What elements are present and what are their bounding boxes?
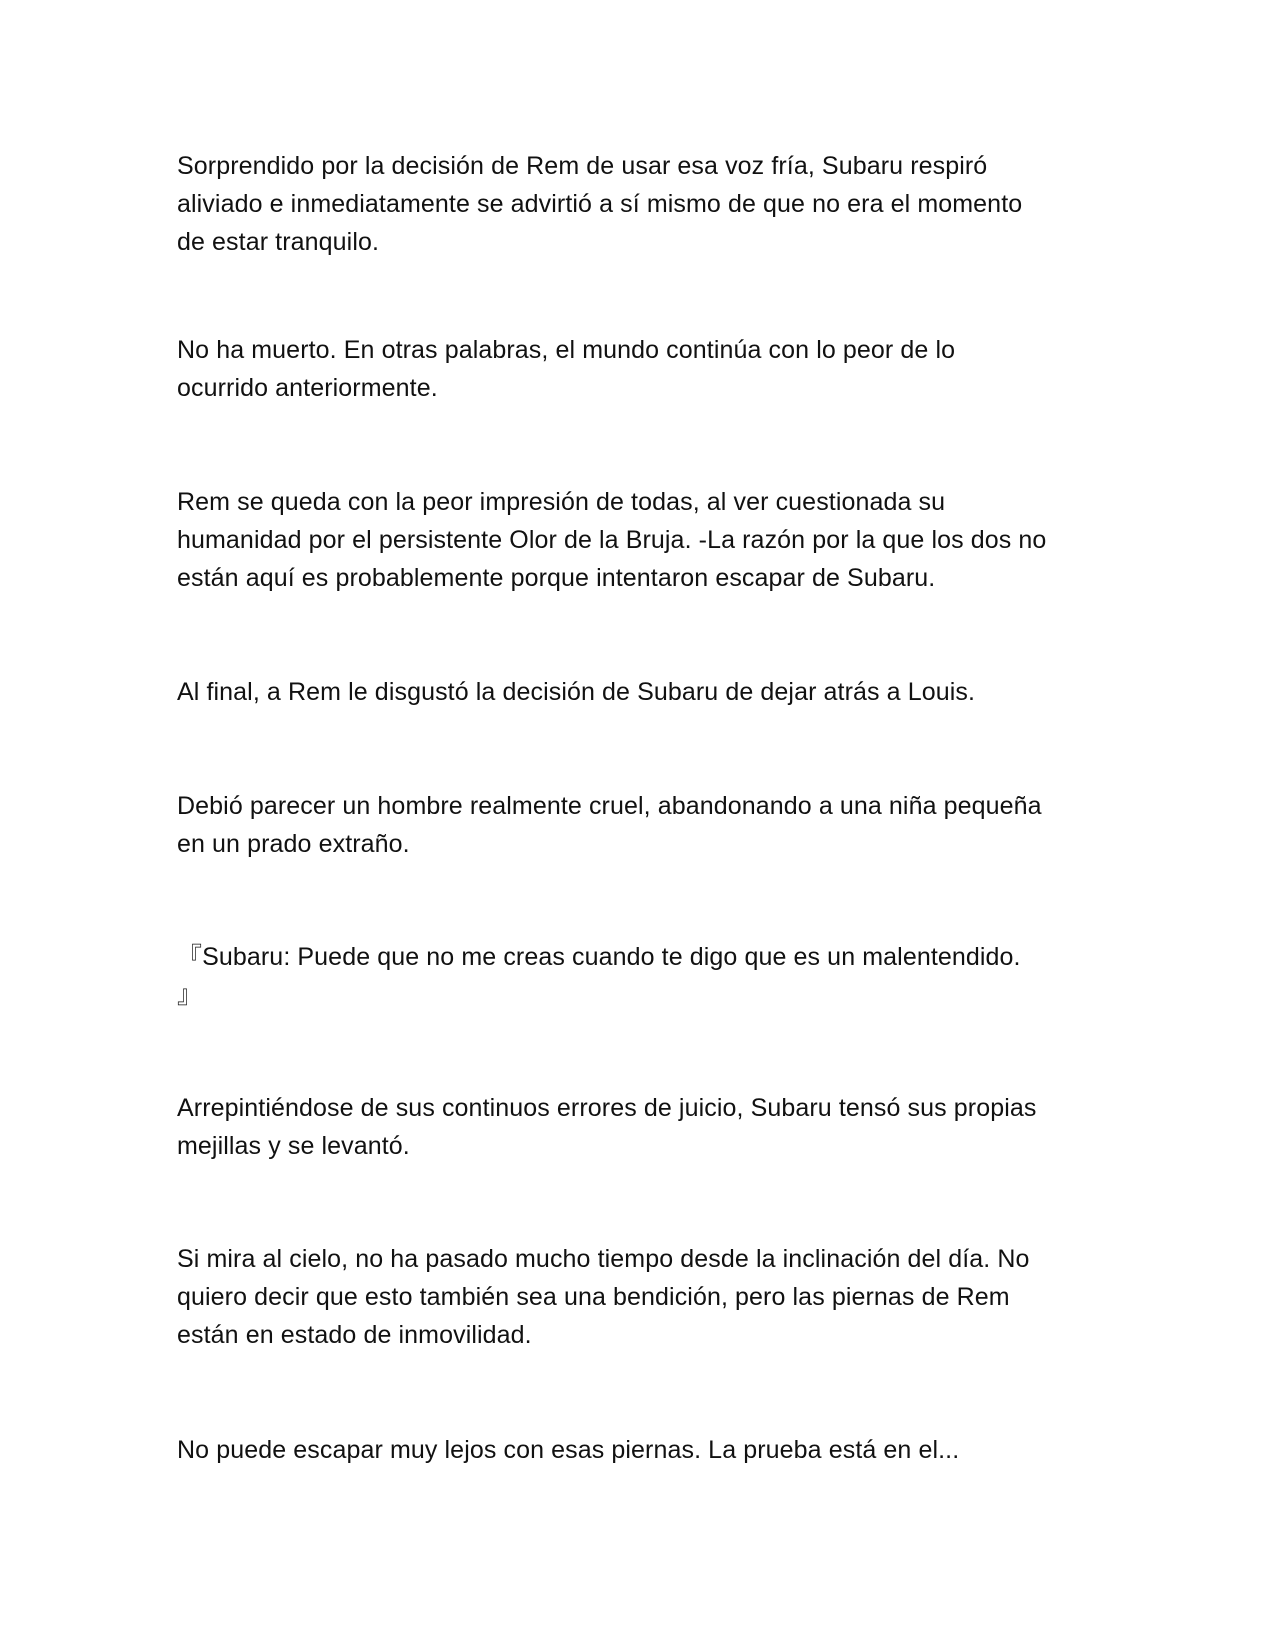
paragraph-5 — [177, 787, 1097, 863]
text-line: están en estado de inmovilidad. — [177, 1321, 532, 1349]
text-line: están aquí es probablemente porque intentaron escapar de Subaru. — [177, 564, 936, 592]
text-line: mejillas y se levantó. — [177, 1132, 410, 1160]
paragraph-6-dialogue — [177, 938, 1097, 1014]
text-line: Arrepintiéndose de sus continuos errores de juicio, Subaru tensó sus propias — [177, 1094, 1037, 1122]
paragraph-2 — [177, 331, 1097, 407]
text-line: en un prado extraño. — [177, 830, 410, 858]
text-line: 』 — [177, 981, 203, 1009]
text-line: No puede escapar muy lejos con esas piernas. La prueba está en el... — [177, 1436, 960, 1464]
paragraph-7 — [177, 1089, 1097, 1165]
text-line: humanidad por el persistente Olor de la Bruja. -La razón por la que los dos no — [177, 526, 1047, 554]
paragraph-9 — [177, 1431, 1097, 1469]
text-line: Debió parecer un hombre realmente cruel, abandonando a una niña pequeña — [177, 792, 1042, 820]
text-line: Si mira al cielo, no ha pasado mucho tiempo desde la inclinación del día. No — [177, 1245, 1030, 1273]
text-line: ocurrido anteriormente. — [177, 374, 438, 402]
text-line: Sorprendido por la decisión de Rem de usar esa voz fría, Subaru respiró — [177, 152, 988, 180]
text-line: aliviado e inmediatamente se advirtió a sí mismo de que no era el momento — [177, 190, 1023, 218]
text-line: quiero decir que esto también sea una bendición, pero las piernas de Rem — [177, 1283, 1010, 1311]
paragraph-1 — [177, 147, 1097, 261]
text-line: Al final, a Rem le disgustó la decisión de Subaru de dejar atrás a Louis. — [177, 678, 976, 706]
text-line: de estar tranquilo. — [177, 228, 380, 256]
paragraph-8 — [177, 1240, 1097, 1354]
text-line: Rem se queda con la peor impresión de todas, al ver cuestionada su — [177, 488, 946, 516]
text-line: 『Subaru: Puede que no me creas cuando te digo que es un malentendido. — [177, 943, 1021, 971]
text-line: No ha muerto. En otras palabras, el mundo continúa con lo peor de lo — [177, 336, 956, 364]
paragraph-3 — [177, 483, 1097, 597]
paragraph-4 — [177, 673, 1097, 711]
